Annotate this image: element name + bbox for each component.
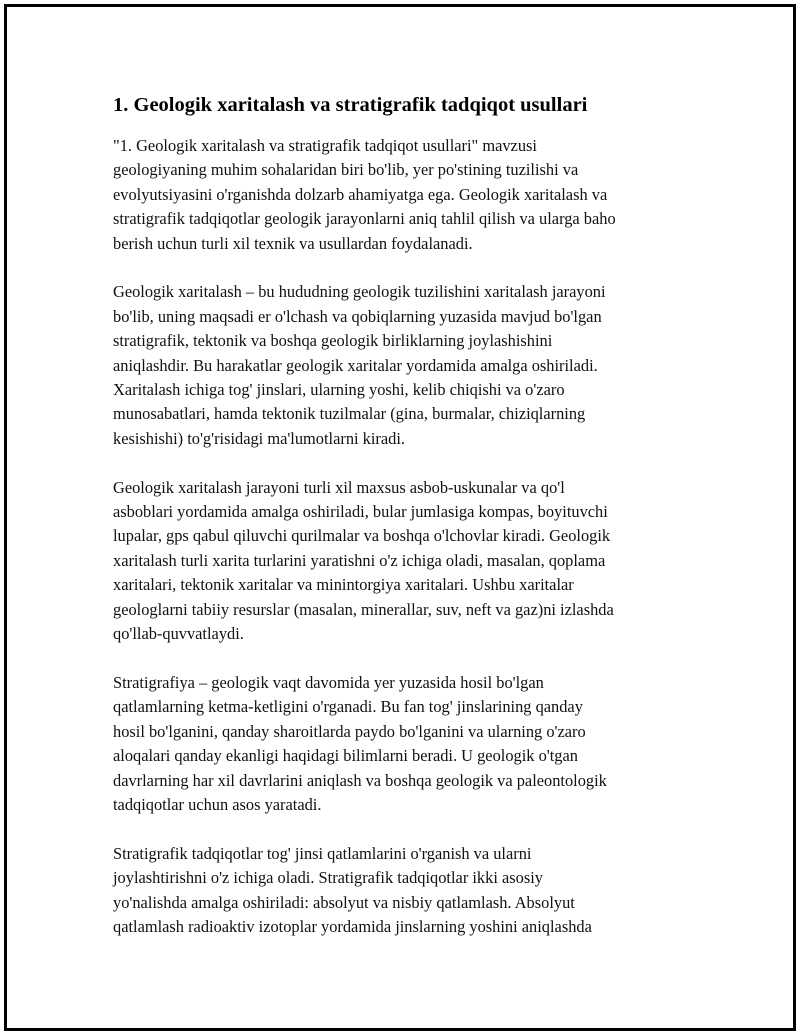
paragraph-geologic-mapping: Geologik xaritalash – bu hududning geologik tuzilishini xaritalash jarayoni bo'lib, uning maqsadi er o'lchash va qobiqlarning yuzasida mavjud bo'lgan stratigrafik, tektonik va boshqa geologik birliklarning joylashishini aniqlashdir. Bu harakatlar geologik xaritalar yordamida amalga oshiriladi. Xaritalash ichiga tog' jinslari, ularning yoshi, kelib chiqishi va o'zaro munosabatlari, hamda tektonik tuzilmalar (gina, burmalar, chiziqlarning kesishishi) to'g'risidagi ma'lumotlarni kiradi.	[113, 282, 606, 448]
document-body	[113, 90, 693, 964]
paragraph-stratigraphy: Stratigrafiya – geologik vaqt davomida yer yuzasida hosil bo'lgan qatlamlarning ketma-ketligini o'rganadi. Bu fan tog' jinslarining qanday hosil bo'lganini, qanday sharoitlarda paydo bo'lganini va ularning o'zaro aloqalari qanday ekanligi haqidagi bilimlarni beradi. U geologik o'tgan davrlarning har xil davrlarini aniqlash va boshqa geologik va paleontologik tadqiqotlar uchun asos yaratadi.	[113, 672, 607, 814]
paragraph-intro: "1. Geologik xaritalash va stratigrafik tadqiqot usullari" mavzusi geologiyaning muhim sohalaridan biri bo'lib, yer po'stining tuzilishi va evolyutsiyasini o'rganishda dolzarb ahamiyatga ega. Geologik xaritalash va stratigrafik tadqiqotlar geologik jarayonlarni aniq tahlil qilish va ularga baho berish uchun turli xil texnik va usullardan foydalanadi.	[113, 136, 616, 253]
document-title: 1. Geologik xaritalash va stratigrafik tadqiqot usullari	[113, 94, 588, 116]
paragraph-mapping-tools: Geologik xaritalash jarayoni turli xil maxsus asbob-uskunalar va qo'l asboblari yordamida amalga oshiriladi, bular jumlasiga kompas, boyituvchi lupalar, gps qabul qiluvchi qurilmalar va boshqa o'lchovlar kiradi. Geologik xaritalash turli xarita turlarini yaratishni o'z ichiga oladi, masalan, qoplama xaritalari, tektonik xaritalar va minintorgiya xaritalari. Ushbu xaritalar geologlarni tabiiy resurslar (masalan, minerallar, suv, neft va gaz)ni izlashda qo'llab-quvvatlaydi.	[113, 477, 614, 644]
paragraph-stratigraphic-research: Stratigrafik tadqiqotlar tog' jinsi qatlamlarini o'rganish va ularni joylashtirishni o'z ichiga oladi. Stratigrafik tadqiqotlar ikki asosiy yo'nalishda amalga oshiriladi: absolyut va nisbiy qatlamlash. Absolyut qatlamlash radioaktiv izotoplar yordamida jinslarning yoshini aniqlashda	[113, 843, 592, 936]
